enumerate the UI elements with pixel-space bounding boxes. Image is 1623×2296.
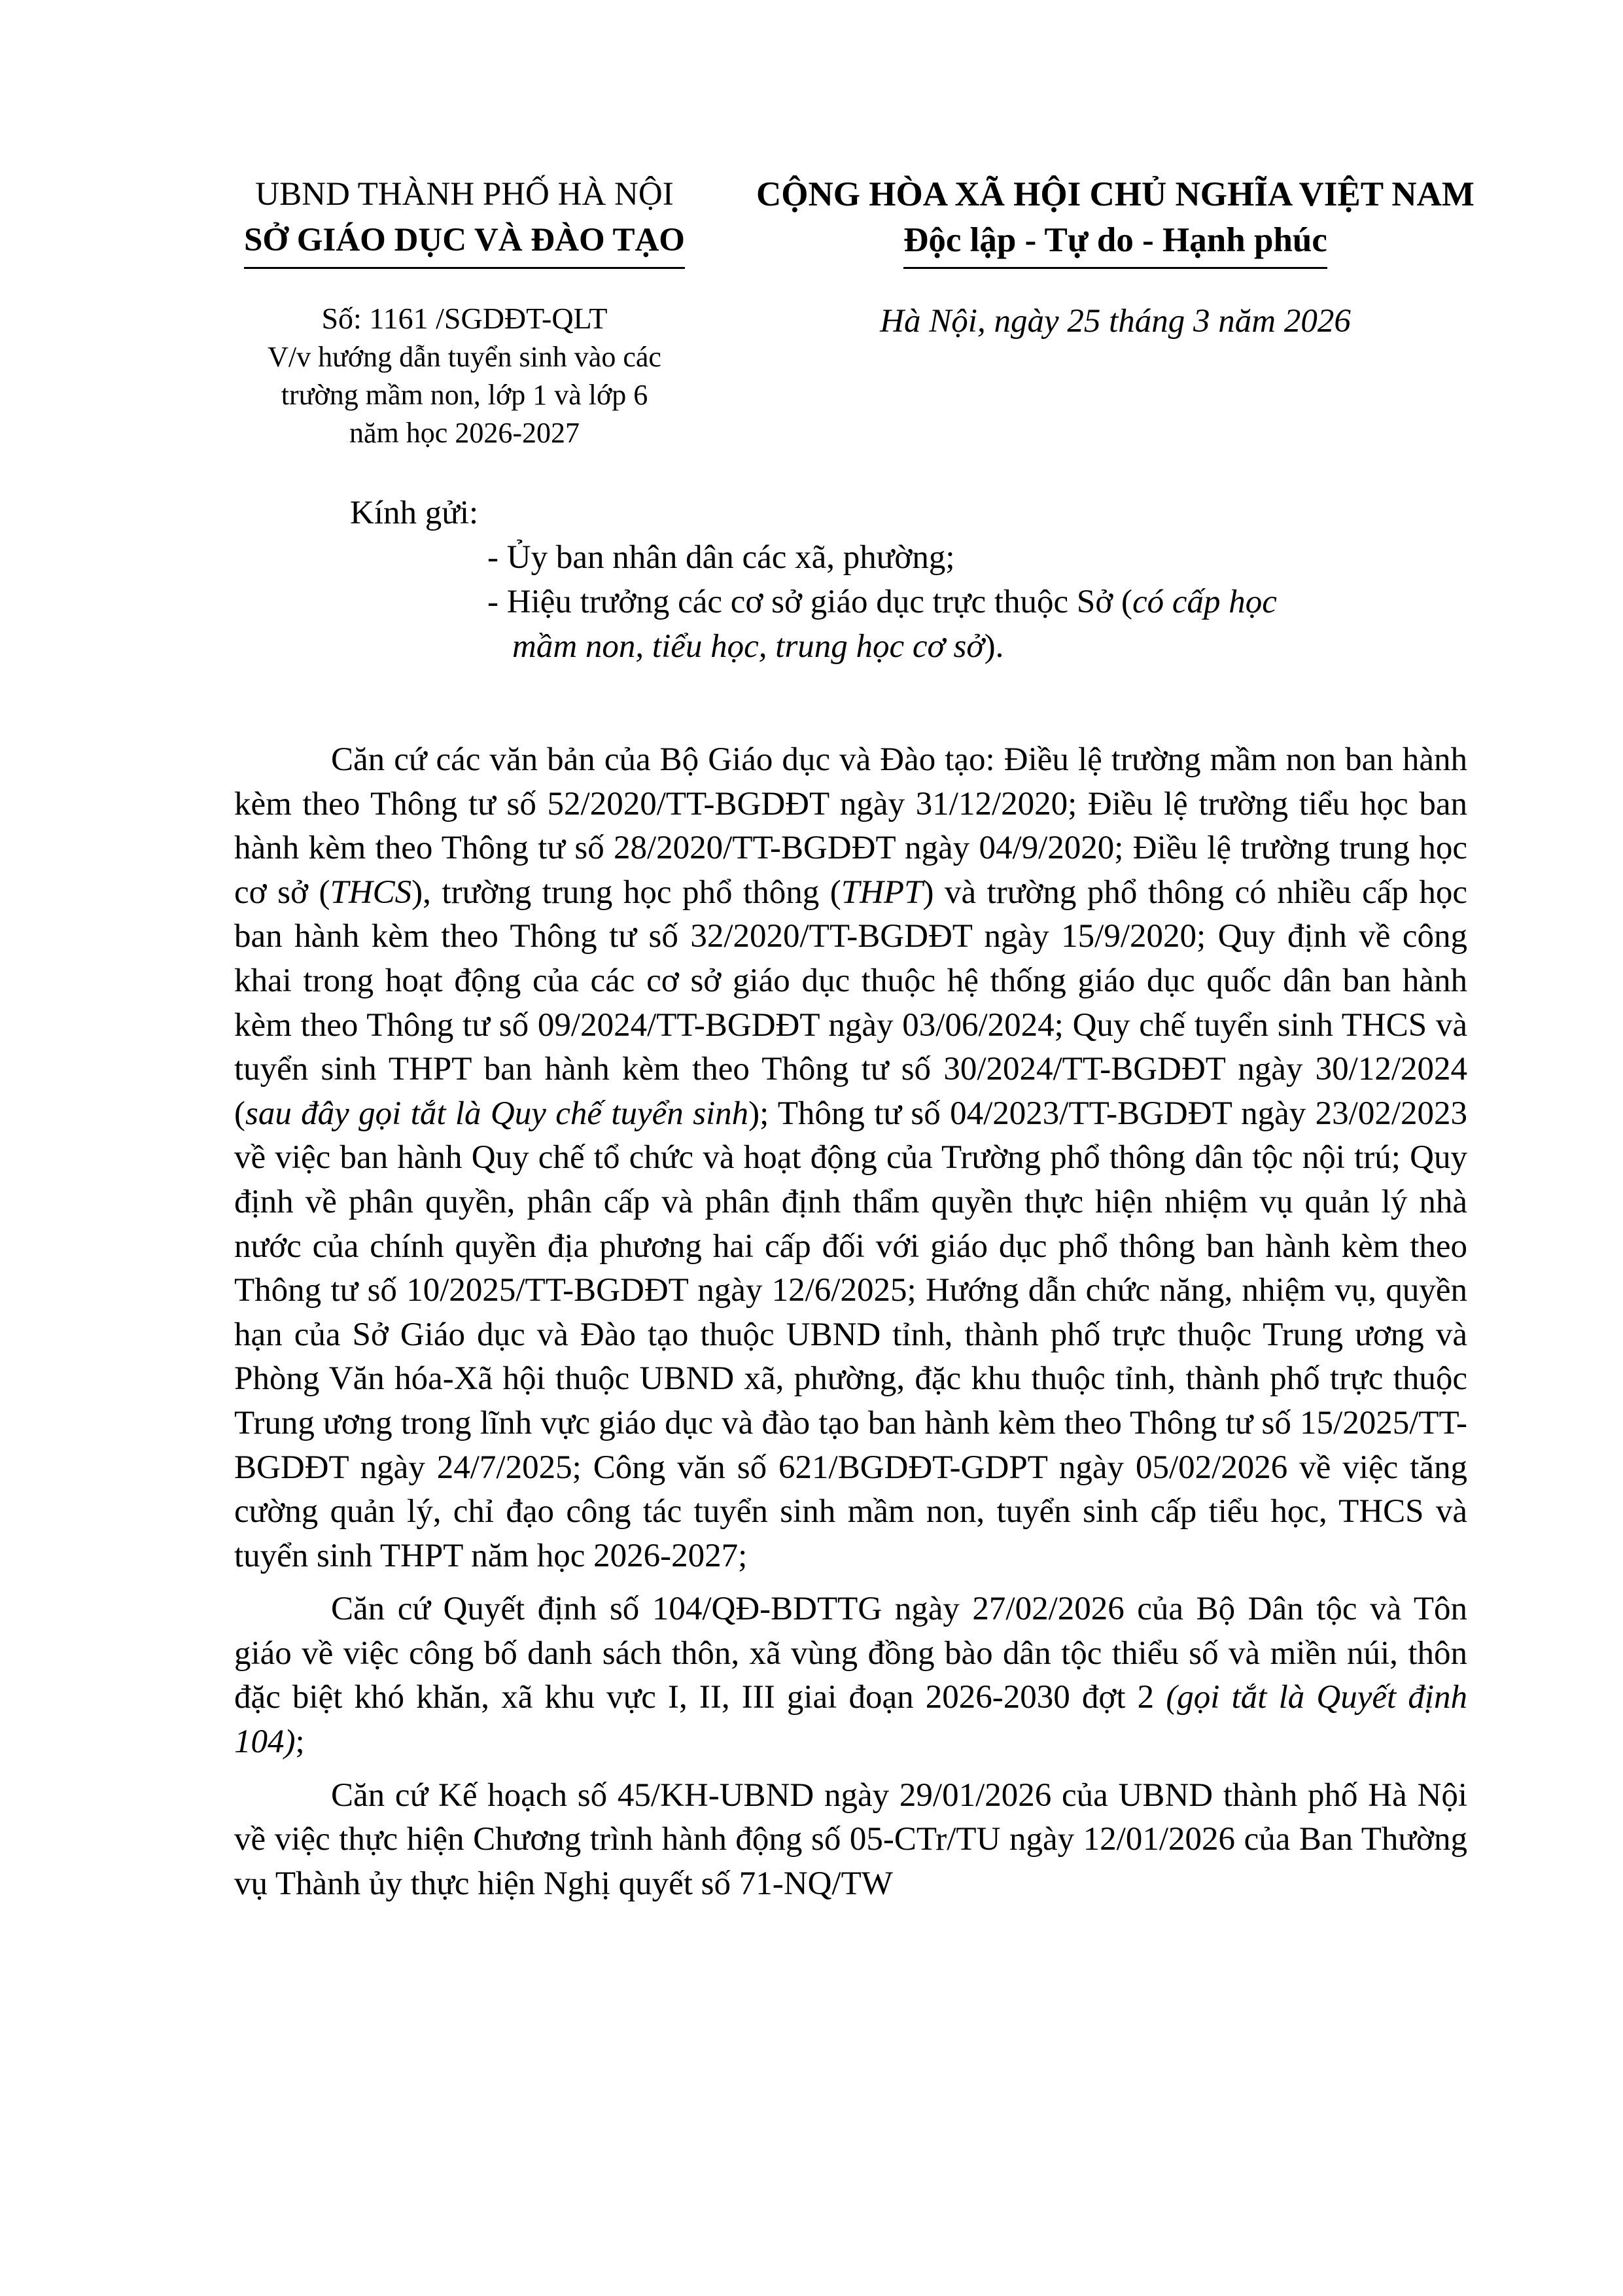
department-name <box>209 217 720 269</box>
paragraph-1-part-d: ); Thông tư số 04/2023/TT-BGDĐT ngày 23/02/2023 về việc ban hành Quy chế tổ chức và hoạt động của Trường phổ thông dân tộc nội trú; Quy định về phân quyền, phân cấp và phân định thẩm quyền thực hiện nhiệm vụ quản lý nhà nước của chính quyền địa phương hai cấp đối với giáo dục phổ thông ban hành kèm theo Thông tư số 10/2025/TT-BGDĐT ngày 12/6/2025; Hướng dẫn chức năng, nhiệm vụ, quyền hạn của Sở Giáo dục và Đào tạo thuộc UBND tỉnh, thành phố trực thuộc Trung ương và Phòng Văn hóa-Xã hội thuộc UBND xã, phường, đặc khu thuộc tỉnh, thành phố trực thuộc Trung ương trong lĩnh vực giáo dục và đào tạo ban hành kèm theo Thông tư số 15/2025/TT-BGDĐT ngày 24/7/2025; Công văn số 621/BGDĐT-GDPT ngày 05/02/2026 về việc tăng cường quản lý, chỉ đạo công tác tuyển sinh mầm non, tuyển sinh cấp tiểu học, THCS và tuyển sinh THPT năm học 2026-2027; <box>234 1095 1467 1574</box>
paragraph-2 <box>234 1587 1467 1764</box>
recipient-item-2 <box>487 580 1469 669</box>
paragraph-1-part-c: ) và trường phổ thông có nhiều cấp học ban hành kèm theo Thông tư số 32/2020/TT-BGDĐT ngày 15/9/2020; Quy định về công khai trong hoạt động của các cơ sở giáo dục thuộc hệ thống giáo dục quốc dân ban hành kèm theo Thông tư số 09/2024/TT-BGDĐT ngày 03/06/2024; Quy chế tuyển sinh THCS và tuyển sinh THPT ban hành kèm theo Thông tư số 30/2024/TT-BGDĐT ngày 30/12/2024 ( <box>234 874 1468 1132</box>
document-number: Số: 1161 /SGDĐT-QLT <box>321 302 608 335</box>
national-motto <box>739 217 1492 269</box>
department-name-text: SỞ GIÁO DỤC VÀ ĐÀO TẠO <box>244 217 685 269</box>
date-line: Hà Nội, ngày 25 tháng 3 năm 2026 <box>880 303 1351 340</box>
national-motto-text: Độc lập - Tự do - Hạnh phúc <box>903 217 1327 269</box>
recipients-list <box>487 535 1469 669</box>
recipient-item-2-text: - Hiệu trưởng các cơ sở giáo dục trực thuộc Sở ( <box>487 584 1132 620</box>
paragraph-1-italic-1: THCS <box>330 874 412 911</box>
recipients-label: Kính gửi: <box>350 495 479 531</box>
paragraph-1-italic-2: THPT <box>841 874 923 911</box>
paragraph-2-part-a: Căn cứ Quyết định số 104/QĐ-BDTTG ngày 27/02/2026 của Bộ Dân tộc và Tôn giáo về việc công bố danh sách thôn, xã vùng đồng bào dân tộc thiểu số và miền núi, thôn đặc biệt khó khăn, xã khu vực I, II, III giai đoạn 2026-2030 đợt 2 <box>234 1591 1467 1716</box>
subject-line-1: V/v hướng dẫn tuyển sinh vào các <box>268 341 661 373</box>
subject-line-2: trường mầm non, lớp 1 và lớp 6 <box>281 379 648 411</box>
recipients-block <box>350 491 1469 669</box>
national-header-block <box>739 171 1492 341</box>
issuing-agency-block <box>209 171 720 452</box>
paragraph-2-italic-1: (gọi tắt là Quyết định 104) <box>234 1679 1468 1761</box>
recipient-item-2-end: ). <box>984 628 1004 665</box>
agency-name: UBND THÀNH PHỐ HÀ NỘI <box>255 176 674 213</box>
paragraph-2-part-b: ; <box>295 1723 305 1761</box>
paragraph-1-part-b: ), trường trung học phổ thông ( <box>411 874 841 911</box>
subject-line-3: năm học 2026-2027 <box>349 417 580 449</box>
national-title: CỘNG HÒA XÃ HỘI CHỦ NGHĨA VIỆT NAM <box>756 175 1475 213</box>
paragraph-1 <box>234 738 1467 1578</box>
recipient-item-2-italic-a: có cấp học <box>1132 584 1277 620</box>
paragraph-1-part-a: Căn cứ các văn bản của Bộ Giáo dục và Đào tạo: Điều lệ trường mầm non ban hành kèm theo Thông tư số 52/2020/TT-BGDĐT ngày 31/12/2020; Điều lệ trường tiểu học ban hành kèm theo Thông tư số 28/2020/TT-BGDĐT ngày 04/9/2020; Điều lệ trường trung học cơ sở ( <box>234 741 1467 911</box>
paragraph-1-italic-3: sau đây gọi tắt là Quy chế tuyển sinh <box>245 1095 749 1132</box>
document-body <box>234 738 1467 1915</box>
paragraph-3: Căn cứ Kế hoạch số 45/KH-UBND ngày 29/01/2026 của UBND thành phố Hà Nội về việc thực hiện Chương trình hành động số 05-CTr/TU ngày 12/01/2026 của Ban Thường vụ Thành ủy thực hiện Nghị quyết số 71-NQ/TW <box>234 1776 1467 1902</box>
recipient-item-2-italic-b: mầm non, tiểu học, trung học cơ sở <box>512 628 985 665</box>
recipient-item-1: - Ủy ban nhân dân các xã, phường; <box>487 539 955 576</box>
